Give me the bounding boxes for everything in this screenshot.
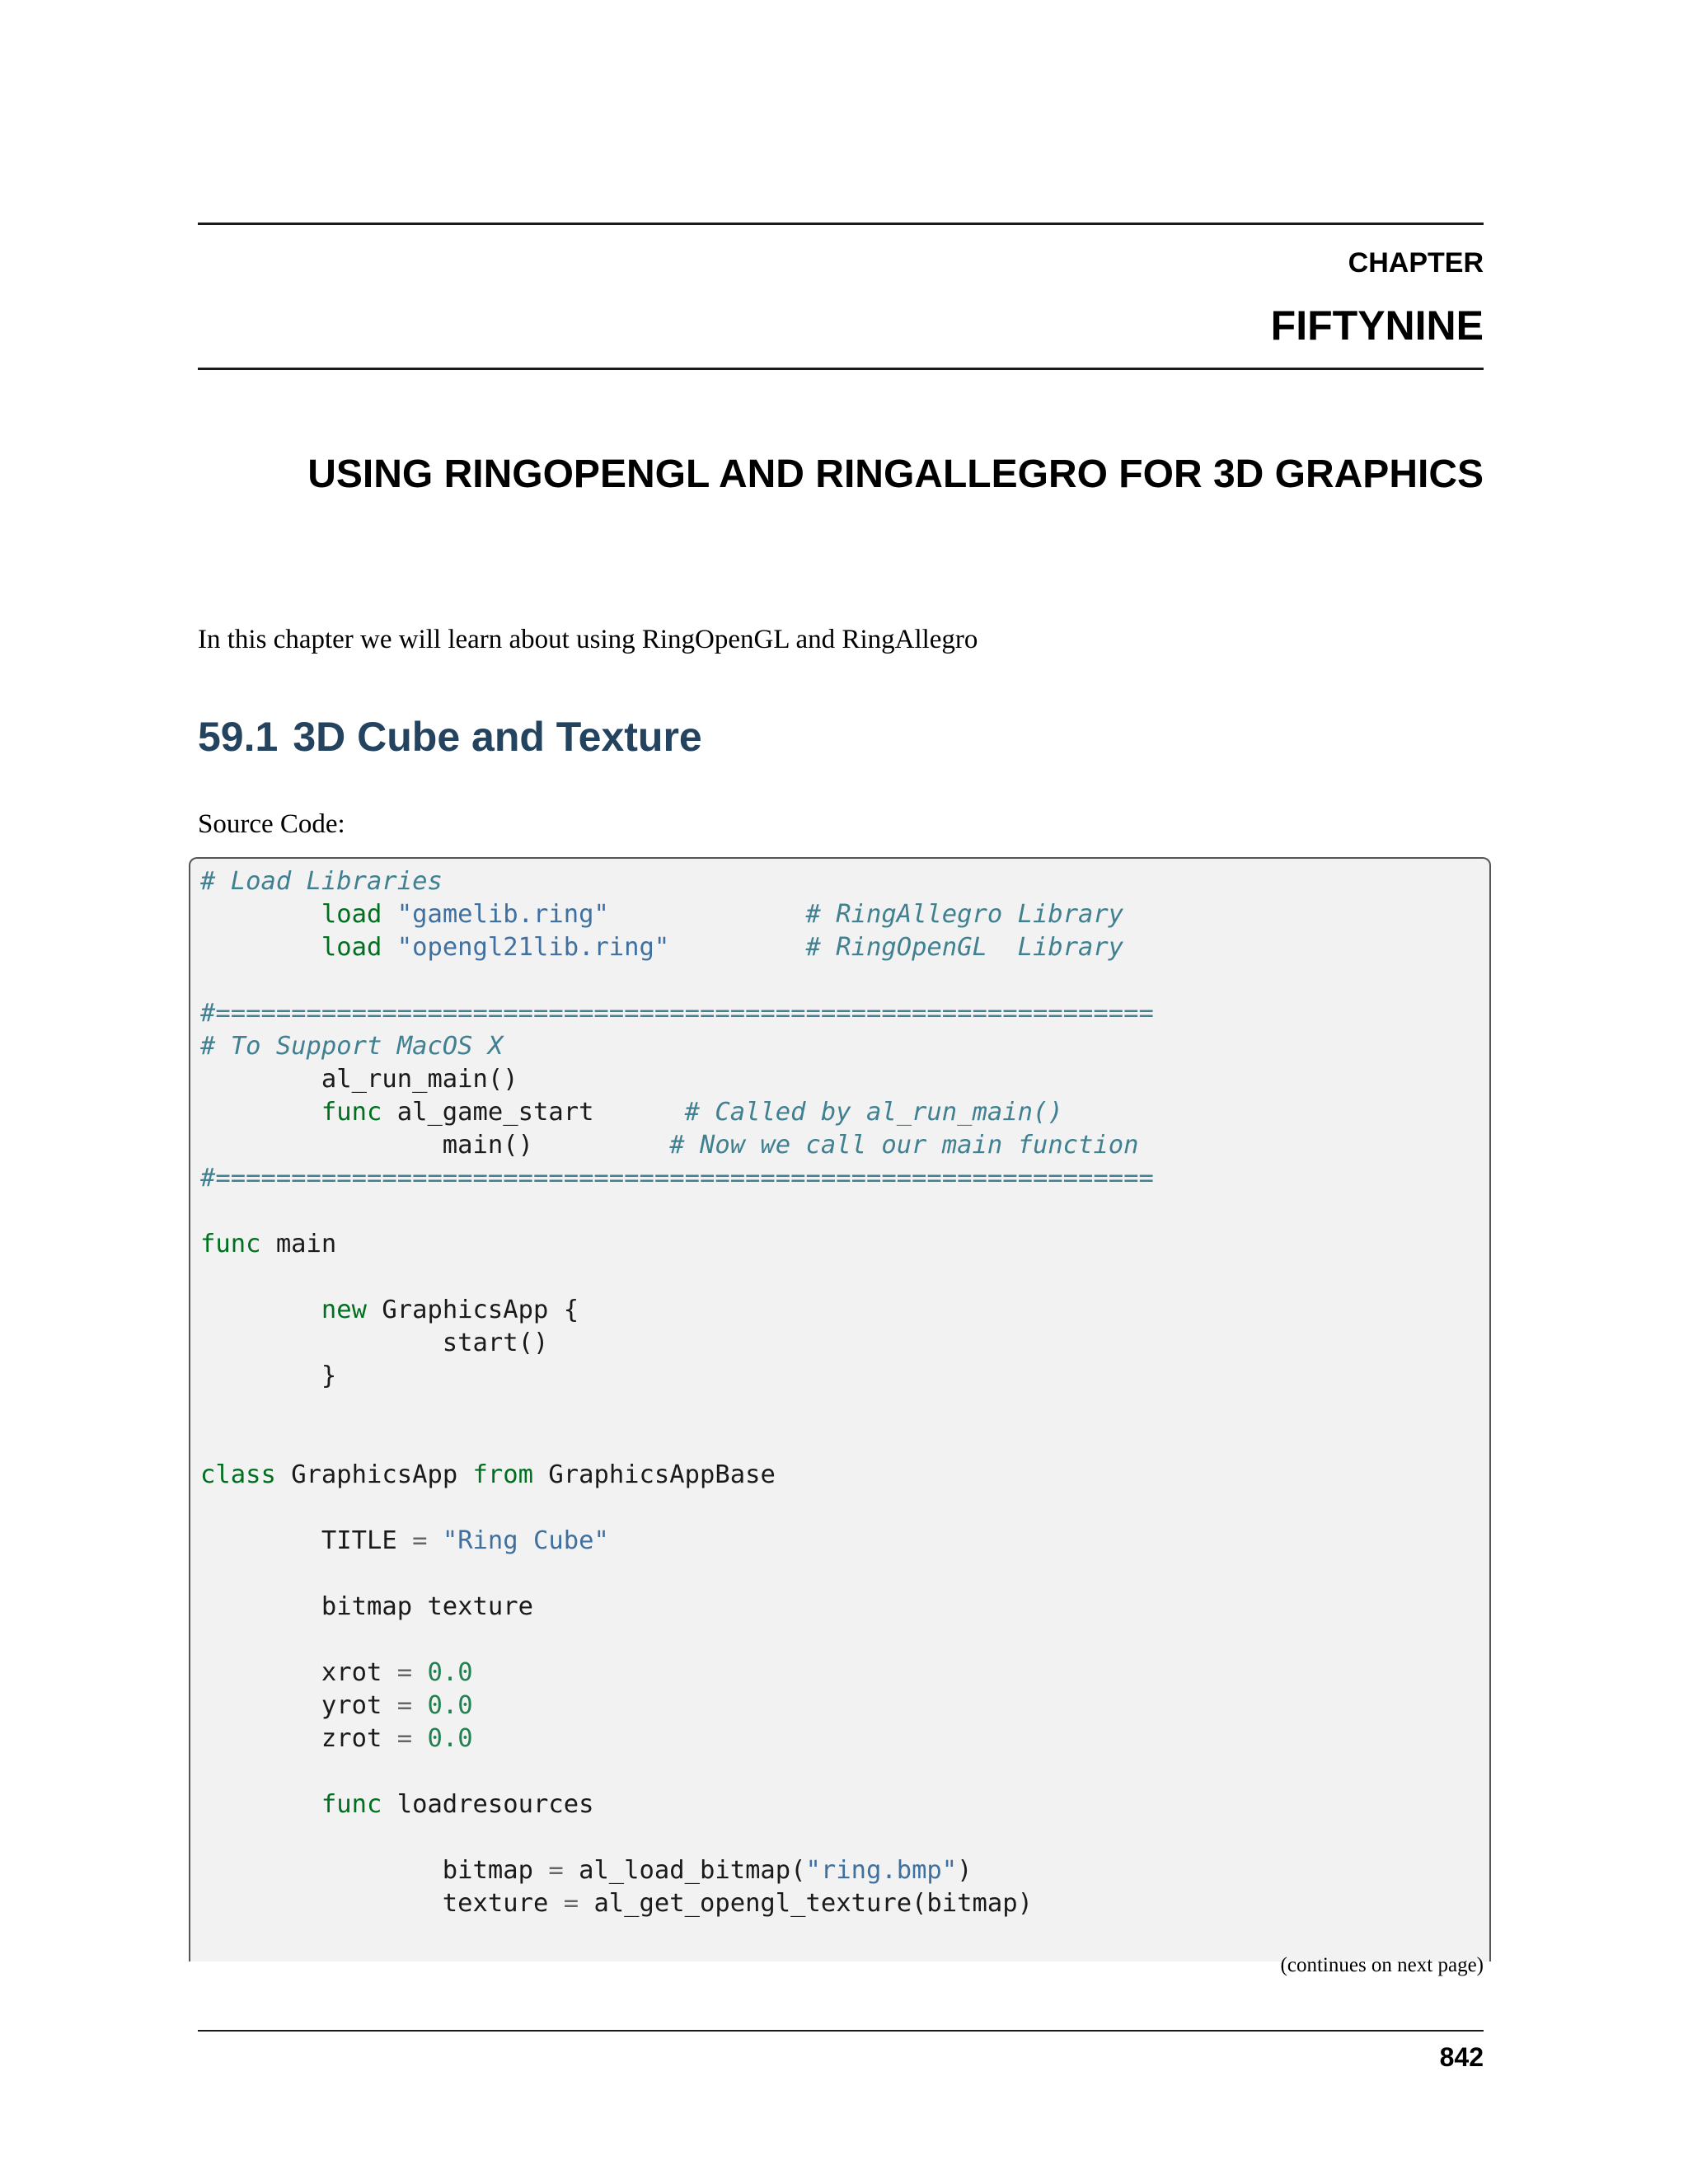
page-number: 842 [1439, 2042, 1484, 2072]
code-token: from [472, 1460, 533, 1489]
code-token [200, 933, 321, 962]
code-token [427, 1526, 442, 1555]
code-token: ) [957, 1856, 973, 1885]
code-line [200, 1294, 1154, 1327]
code-line [200, 1558, 1154, 1591]
code-line [200, 1327, 1154, 1360]
code-token: func [200, 1230, 261, 1258]
code-line [200, 1393, 1154, 1426]
code-line [200, 1426, 1154, 1459]
code-line [200, 1162, 1154, 1195]
code-token: al_load_bitmap( [563, 1856, 806, 1885]
code-token [412, 1658, 427, 1687]
code-token: = [396, 1658, 413, 1687]
code-token: xrot [200, 1658, 397, 1687]
code-line [200, 1063, 1154, 1096]
code-token: } [200, 1361, 337, 1390]
chapter-title: USING RINGOPENGL AND RINGALLEGRO FOR 3D GRAPHICS [307, 452, 1484, 496]
code-token: # RingOpenGL Library [805, 933, 1124, 962]
section-title: 3D Cube and Texture [293, 714, 702, 760]
code-line [200, 1854, 1154, 1887]
code-token: new [321, 1296, 367, 1324]
chapter-number: FIFTYNINE [1270, 302, 1484, 349]
code-line [200, 964, 1154, 997]
header-bottom-rule [198, 368, 1484, 370]
code-token [609, 900, 806, 929]
code-line [200, 1360, 1154, 1393]
code-token: class [200, 1460, 276, 1489]
code-token: # To Support MacOS X [200, 1032, 504, 1061]
code-token [669, 933, 805, 962]
code-token [200, 1790, 321, 1819]
code-line [200, 1821, 1154, 1854]
code-token: loadresources [382, 1790, 594, 1819]
code-token: load [321, 900, 382, 929]
code-line [200, 1624, 1154, 1657]
code-token: zrot [200, 1724, 397, 1753]
code-token: bitmap texture [200, 1592, 533, 1621]
code-line [200, 1261, 1154, 1294]
code-line [200, 898, 1154, 931]
section-heading [198, 713, 702, 761]
code-token: "Ring Cube" [442, 1526, 609, 1555]
code-line [200, 1690, 1154, 1722]
code-line [200, 1096, 1154, 1129]
footer-rule [198, 2030, 1484, 2032]
code-token [412, 1691, 427, 1720]
code-line [200, 1755, 1154, 1788]
code-line [200, 1525, 1154, 1558]
code-token: "ring.bmp" [805, 1856, 958, 1885]
code-token: = [412, 1526, 428, 1555]
code-token: GraphicsAppBase [533, 1460, 776, 1489]
code-token: GraphicsApp { [367, 1296, 579, 1324]
code-token: # Now we call our main function [669, 1131, 1139, 1160]
code-token: al_game_start [382, 1098, 685, 1127]
continues-note: (continues on next page) [1280, 1954, 1484, 1976]
code-token: TITLE [200, 1526, 413, 1555]
code-token: GraphicsApp [275, 1460, 473, 1489]
code-line [200, 1722, 1154, 1755]
code-token [200, 1098, 321, 1127]
code-token: texture [200, 1889, 564, 1918]
code-token: load [321, 933, 382, 962]
code-lines [200, 865, 1154, 1920]
chapter-label: CHAPTER [1348, 247, 1484, 279]
code-line [200, 1657, 1154, 1690]
code-token: "opengl21lib.ring" [396, 933, 670, 962]
code-token: 0.0 [427, 1724, 473, 1753]
section-number: 59.1 [198, 714, 279, 760]
code-token: = [396, 1691, 413, 1720]
code-token: # RingAllegro Library [805, 900, 1124, 929]
code-block [189, 857, 1491, 1961]
code-line [200, 1129, 1154, 1162]
code-token: bitmap [200, 1856, 549, 1885]
code-token [382, 933, 396, 962]
intro-paragraph: In this chapter we will learn about using RingOpenGL and RingAllegro [198, 625, 978, 654]
code-token: 0.0 [427, 1658, 473, 1687]
code-token [382, 900, 396, 929]
code-line [200, 1030, 1154, 1063]
code-token: "gamelib.ring" [396, 900, 609, 929]
code-token: al_run_main() [200, 1065, 518, 1094]
code-token: 0.0 [427, 1691, 473, 1720]
code-token: start() [200, 1329, 549, 1357]
code-line [200, 865, 1154, 898]
header-top-rule [198, 223, 1484, 225]
source-code-label: Source Code: [198, 809, 345, 839]
code-token: = [563, 1889, 579, 1918]
code-line [200, 1228, 1154, 1261]
code-token: = [396, 1724, 413, 1753]
code-token: al_get_opengl_texture(bitmap) [579, 1889, 1033, 1918]
code-line [200, 1887, 1154, 1920]
code-line [200, 931, 1154, 964]
code-token: #============================================================== [200, 1164, 1154, 1193]
code-token [412, 1724, 427, 1753]
code-line [200, 1195, 1154, 1228]
code-token: yrot [200, 1691, 397, 1720]
code-line [200, 1459, 1154, 1492]
code-line [200, 1591, 1154, 1624]
code-token [200, 1296, 321, 1324]
code-line [200, 1788, 1154, 1821]
code-token: func [321, 1790, 382, 1819]
code-token: #============================================================== [200, 999, 1154, 1028]
code-token: # Called by al_run_main() [684, 1098, 1063, 1127]
code-token: main [260, 1230, 337, 1258]
code-token: = [548, 1856, 564, 1885]
code-token: func [321, 1098, 382, 1127]
code-token: # Load Libraries [200, 867, 443, 896]
code-line [200, 997, 1154, 1030]
code-token [200, 900, 321, 929]
code-token: main() [200, 1131, 670, 1160]
code-line [200, 1492, 1154, 1525]
